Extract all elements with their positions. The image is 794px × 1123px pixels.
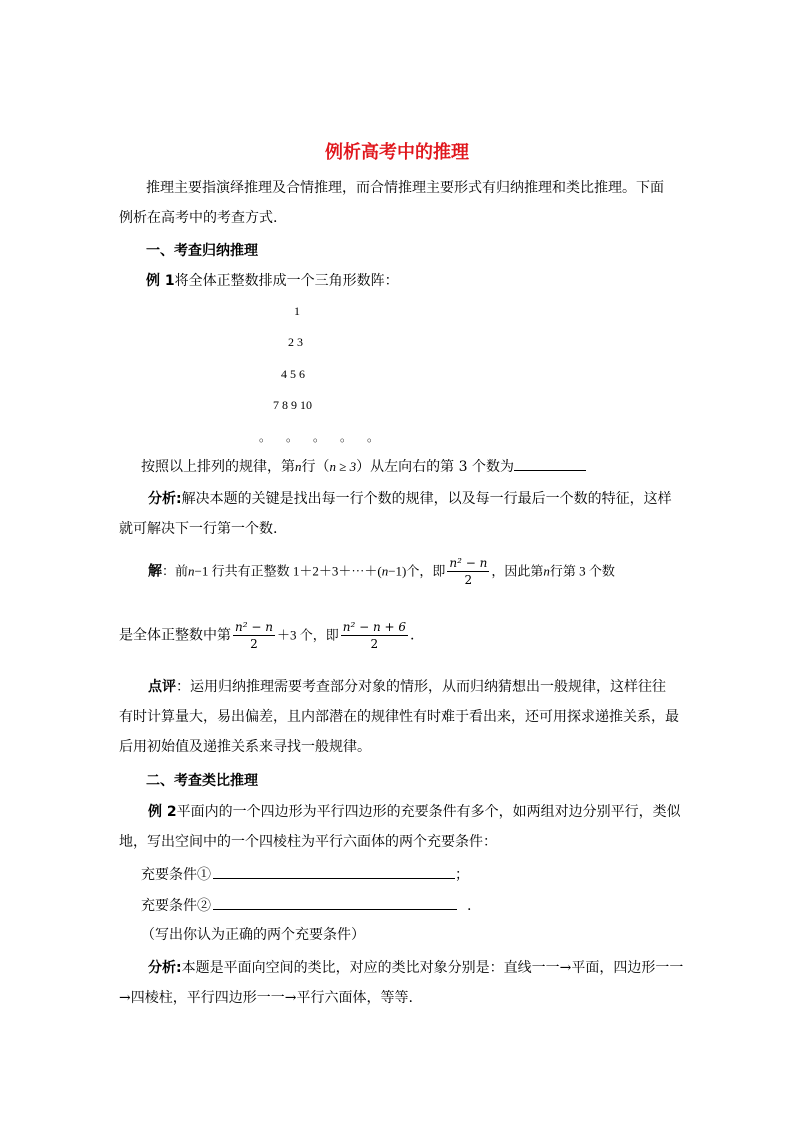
triangle-row-3: 4 5 6 — [281, 367, 305, 381]
condition-1-end: ； — [455, 867, 469, 883]
example-1-label: 例 1 — [146, 273, 175, 289]
condition-2-blank[interactable] — [213, 895, 457, 910]
fraction-1-denominator: 2 — [464, 573, 473, 587]
intro-line-2: 例析在高考中的考查方式. — [119, 210, 278, 226]
condition-2-label: 充要条件② — [141, 898, 211, 914]
solution-line-1 — [148, 555, 615, 588]
comment-label: 点评 — [148, 679, 176, 695]
comment-line-2: 有时计算量大，易出偏差，且内部潜在的规律性有时难于看出来，还可用探求递推关系，最 — [119, 709, 679, 725]
solution-text-1: ：前 — [162, 563, 189, 579]
answer-blank-1[interactable] — [514, 456, 586, 471]
fraction-2-numerator: n² − n — [235, 620, 273, 634]
solution-label: 解 — [148, 563, 162, 580]
fraction-3-numerator: n² − n + 6 — [342, 620, 406, 634]
solution-text-4: ，因此第 — [491, 563, 544, 579]
triangle-row-1: 1 — [294, 304, 300, 318]
example-2-text-1: 平面内的一个四边形为平行四边形的充要条件有多个，如两组对边分别平行，类似 — [176, 804, 681, 820]
solution-2-end: . — [410, 627, 415, 644]
analysis-2-line-1 — [148, 958, 683, 978]
analysis-2-label: 分析: — [148, 960, 182, 976]
solution-n-2: n — [381, 563, 389, 579]
triangle-row-2: 2 3 — [288, 335, 303, 349]
fraction-3-denominator: 2 — [370, 637, 379, 651]
solution-text-3: −1)个，即 — [388, 563, 446, 579]
solution-2-text-mid: ＋3 个，即 — [276, 627, 339, 643]
example-1 — [146, 271, 399, 291]
example-1-text: 将全体正整数排成一个三角形数阵： — [174, 273, 399, 289]
question-condition: n ≥ 3 — [329, 459, 357, 474]
solution-n-1: n — [188, 563, 195, 579]
question-n: n — [295, 459, 302, 474]
analysis-1-line-1 — [148, 489, 672, 509]
solution-line-2 — [119, 619, 414, 652]
comment-line-3: 后用初始值及递推关系来寻找一般规律。 — [119, 739, 371, 755]
example-2-line-1 — [148, 802, 681, 822]
triangle-row-5: 。 。 。 。 。 — [259, 430, 386, 444]
analysis-1-text: 解决本题的关键是找出每一行个数的规律，以及每一行最后一个数的特征，这样 — [181, 491, 672, 507]
analysis-1-label: 分析: — [148, 491, 182, 507]
question-text-mid: 行（ — [301, 459, 330, 475]
example-2-line-2: 地，写出空间中的一个四棱柱为平行六面体的两个充要条件： — [119, 834, 497, 850]
comment-line-1 — [148, 677, 666, 697]
question-text-pre: 按照以上排列的规律，第 — [141, 459, 295, 475]
fraction-2-denominator: 2 — [250, 637, 258, 651]
intro-line-1: 推理主要指演绎推理及合情推理，而合情推理主要形式有归纳推理和类比推理。下面 — [146, 180, 664, 196]
analysis-2-line-2: →四棱柱，平行四边形一一→平行六面体，等等. — [119, 990, 413, 1006]
solution-2-text-pre: 是全体正整数中第 — [119, 627, 231, 644]
solution-text-2: −1 行共有正整数 1＋2＋3＋⋯＋( — [194, 563, 382, 579]
analysis-2-text-1: 本题是平面向空间的类比，对应的类比对象分别是：直线一一→平面，四边形一一 — [181, 960, 684, 976]
page-title: 例析高考中的推理 — [325, 142, 469, 163]
condition-1-blank[interactable] — [213, 864, 455, 879]
condition-2 — [141, 895, 471, 916]
analysis-1-line-2: 就可解决下一行第一个数. — [119, 521, 278, 537]
solution-text-5: 行第 3 个数 — [549, 563, 615, 579]
section-2-heading: 二、考查类比推理 — [146, 773, 258, 789]
condition-1-label: 充要条件① — [141, 867, 211, 883]
condition-1 — [141, 864, 469, 885]
question-text-post: ）从左向右的第 3 个数为 — [356, 459, 514, 475]
comment-text-1: ：运用归纳推理需要考查部分对象的情形，从而归纳猜想出一般规律，这样往往 — [176, 679, 666, 695]
fraction-1-numerator: n² − n — [449, 556, 488, 570]
section-1-heading: 一、考查归纳推理 — [146, 243, 258, 259]
fraction-2 — [233, 619, 275, 652]
fraction-3 — [341, 619, 408, 652]
triangle-row-4: 7 8 9 10 — [273, 398, 312, 412]
solution-n-3: n — [543, 563, 550, 579]
condition-2-end: . — [467, 898, 472, 914]
note: （写出你认为正确的两个充要条件） — [141, 927, 365, 943]
fraction-1 — [447, 555, 489, 588]
example-2-label: 例 2 — [148, 804, 177, 820]
question-1 — [141, 456, 586, 477]
